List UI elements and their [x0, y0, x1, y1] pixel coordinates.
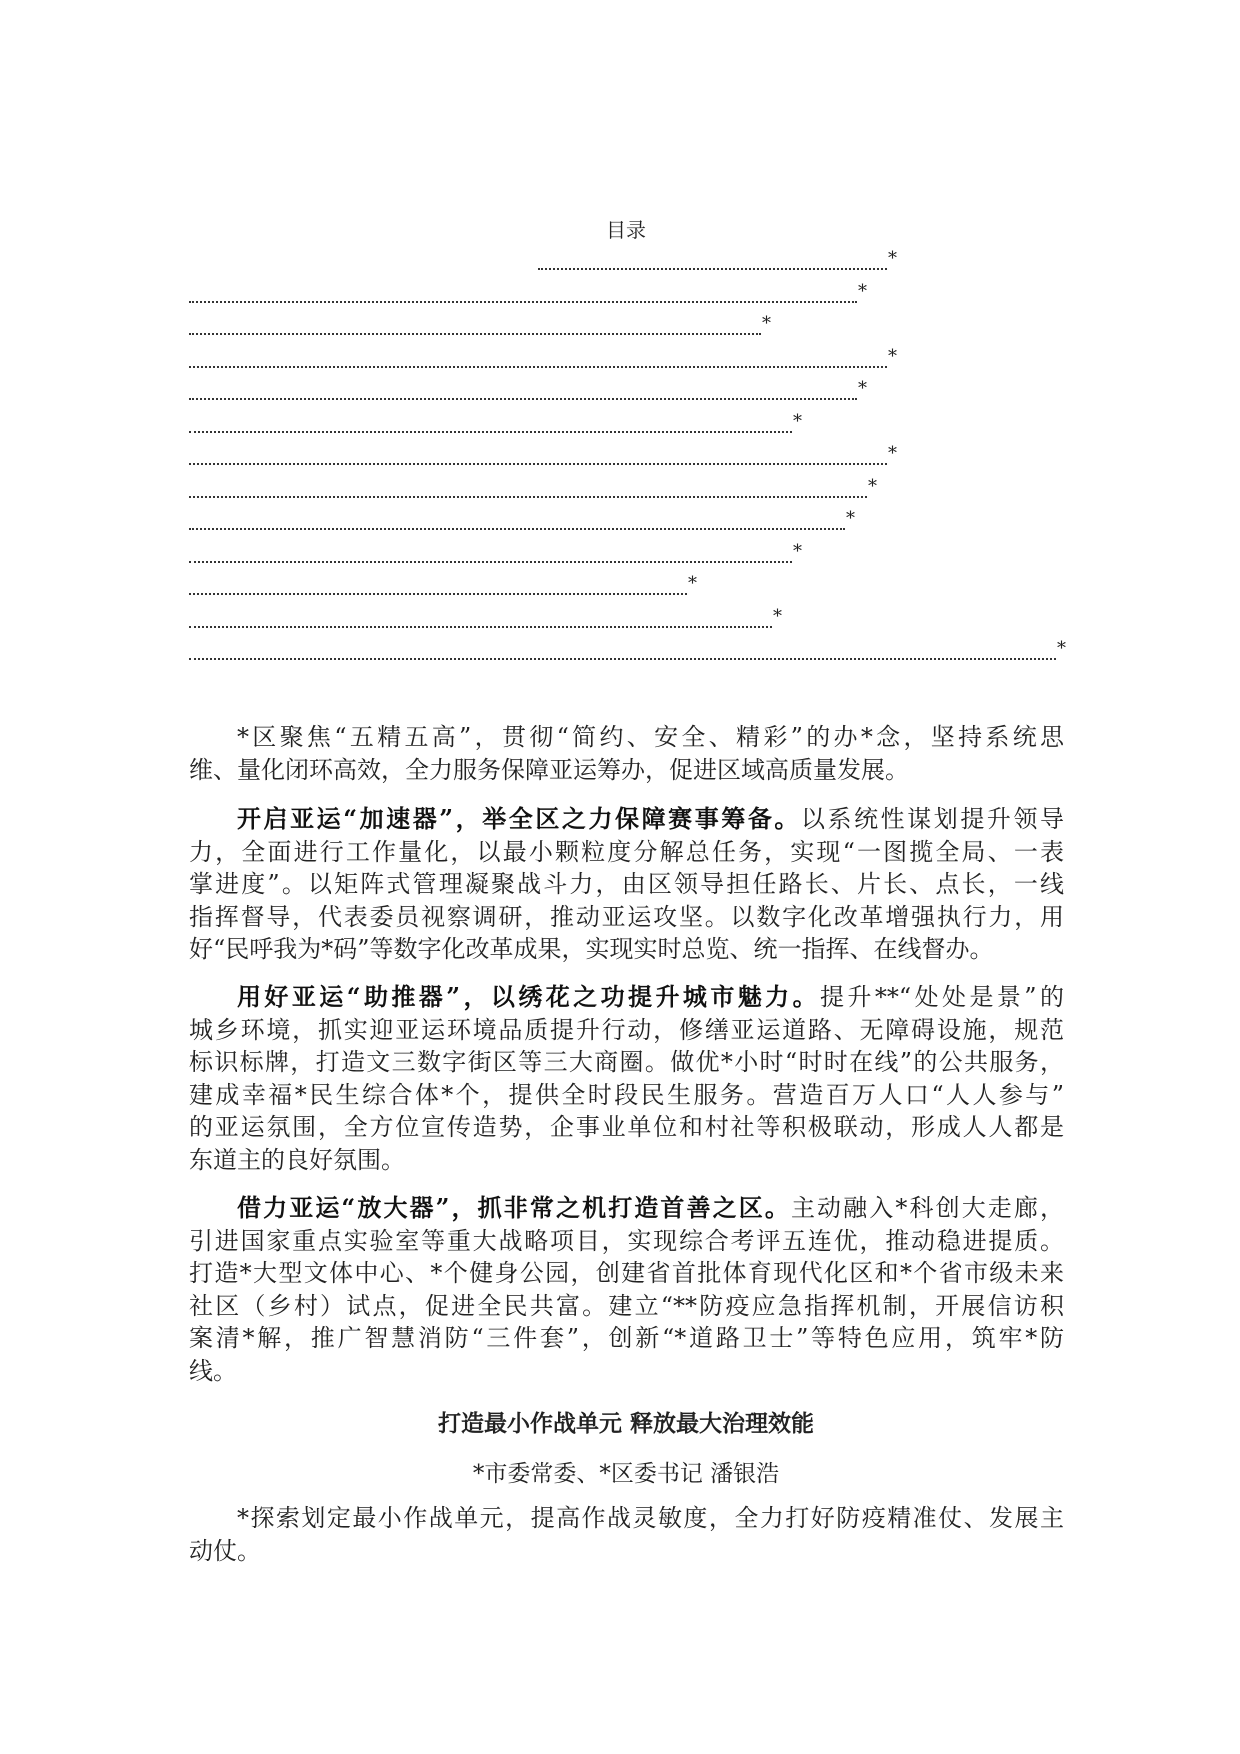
toc-page-number: *: [888, 345, 897, 367]
paragraph-text: *区聚焦“五精五高”，贯彻“简约、安全、精彩”的办*念，坚持系统思: [237, 723, 1064, 751]
paragraph-text: 打造*大型文体中心、*个健身公园，创建省首批体育现代化区和*个省市级未来: [189, 1259, 1064, 1287]
toc-dot-leader: [189, 398, 857, 400]
paragraph: [189, 1192, 1064, 1387]
paragraph-text: 好“民呼我为*码”等数字化改革成果，实现实时总览、统一指挥、在线督办。: [189, 935, 994, 963]
toc-entry[interactable]: [189, 508, 855, 534]
toc-entry[interactable]: [189, 280, 867, 307]
toc-page-number: *: [858, 280, 867, 302]
toc-entry[interactable]: [189, 345, 897, 372]
paragraph-line: [189, 1046, 1064, 1079]
paragraph-text: 线。: [189, 1356, 237, 1385]
paragraph: [189, 981, 1064, 1176]
paragraph-line: [189, 1355, 1064, 1388]
toc-entry[interactable]: [189, 313, 771, 339]
paragraph-line: [189, 1111, 1064, 1144]
paragraph-text: 东道主的良好氛围。: [189, 1145, 405, 1174]
paragraph: [189, 721, 1064, 786]
paragraph-line: [189, 868, 1064, 901]
paragraph-line: [189, 1192, 1064, 1225]
paragraph-line: [189, 1225, 1064, 1258]
paragraph-line: [189, 1079, 1064, 1112]
toc-title: 目录: [606, 218, 646, 242]
paragraph-line: [189, 981, 1064, 1014]
paragraph-bold-lead: 用好亚运“助推器”，以绣花之功提升城市魅力。: [237, 982, 821, 1011]
paragraph-text: 动仗。: [189, 1536, 261, 1565]
toc-entry[interactable]: [189, 410, 802, 437]
paragraph-text: 建成幸福*民生综合体*个，提供全时段民生服务。营造百万人口“人人参与”: [189, 1080, 1064, 1109]
toc-dot-leader: [538, 268, 887, 270]
paragraph-text: 城乡环境，抓实迎亚运环境品质提升行动，修缮亚运道路、无障碍设施，规范: [189, 1015, 1064, 1044]
toc-entry[interactable]: [189, 605, 782, 632]
toc-entry[interactable]: [189, 443, 897, 469]
toc-entry[interactable]: [189, 540, 802, 567]
paragraph-bold-lead: 借力亚运“放大器”，抓非常之机打造首善之区。: [237, 1193, 791, 1222]
toc-dot-leader: [189, 561, 792, 563]
paragraph-line: [189, 1322, 1064, 1355]
toc-dot-leader: [189, 333, 761, 335]
toc-dot-leader: [189, 463, 887, 465]
article-heading: 打造最小作战单元 释放最大治理效能: [437, 1410, 814, 1437]
paragraph-line: [189, 721, 1064, 754]
toc-entry[interactable]: [189, 638, 1066, 664]
toc-page-number: *: [888, 248, 897, 269]
paragraph-text: 标识标牌，打造文三数字街区等三大商圈。做优*小时“时时在线”的公共服务，: [189, 1048, 1064, 1076]
toc-dot-leader: [189, 431, 792, 433]
paragraph-text: 指挥督导，代表委员视察调研，推动亚运攻坚。以数字化改革增强执行力，用: [189, 902, 1064, 931]
toc-dot-leader: [189, 528, 845, 530]
paragraph-text: 维、量化闭环高效，全力服务保障亚运筹办，促进区域高质量发展。: [189, 755, 909, 784]
paragraph-line: [189, 1535, 1064, 1568]
paragraph-line: [189, 1014, 1064, 1047]
paragraph-text: 引进国家重点实验室等重大战略项目，实现综合考评五连优，推动稳进提质。: [189, 1226, 1064, 1255]
paragraph-line: [189, 933, 1064, 966]
toc-dot-leader: [189, 496, 867, 498]
toc-entry[interactable]: [189, 378, 867, 404]
toc-dot-leader: [189, 366, 887, 368]
paragraph-text: 主动融入*科创大走廊，: [790, 1194, 1065, 1222]
paragraph-line: [189, 836, 1064, 869]
paragraph-line: [189, 1502, 1064, 1535]
toc-dot-leader: [189, 593, 687, 595]
paragraph: [189, 803, 1064, 966]
paragraph-text: 力，全面进行工作量化，以最小颗粒度分解总任务，实现“一图揽全局、一表: [189, 837, 1064, 866]
toc-entry[interactable]: [538, 248, 897, 274]
toc-page-number: *: [1057, 638, 1066, 659]
toc-dot-leader: [189, 658, 1056, 660]
paragraph: [189, 1502, 1064, 1567]
toc-page-number: *: [888, 443, 897, 464]
toc-page-number: *: [858, 378, 867, 399]
article-author: *市委常委、*区委书记 潘银浩: [472, 1461, 780, 1487]
paragraph-text: 掌进度”。以矩阵式管理凝聚战斗力，由区领导担任路长、片长、点长，一线: [189, 870, 1064, 898]
paragraph-line: [189, 754, 1064, 787]
paragraph-bold-lead: 开启亚运“加速器”，举全区之力保障赛事筹备。: [237, 804, 801, 833]
toc-page-number: *: [773, 605, 782, 627]
toc-page-number: *: [762, 313, 771, 334]
paragraph-line: [189, 1290, 1064, 1323]
paragraph-line: [189, 901, 1064, 934]
toc-entry[interactable]: [189, 475, 877, 502]
toc-dot-leader: [189, 301, 857, 303]
toc-page-number: *: [868, 475, 877, 497]
paragraph-text: 以系统性谋划提升领导: [800, 805, 1065, 833]
paragraph-text: 的亚运氛围，全方位宣传造势，企事业单位和村社等积极联动，形成人人都是: [189, 1113, 1064, 1141]
paragraph-text: 提升**“处处是景”的: [820, 983, 1064, 1011]
paragraph-line: [189, 1257, 1064, 1290]
paragraph-text: 案清*解，推广智慧消防“三件套”，创新“*道路卫士”等特色应用，筑牢*防: [189, 1324, 1064, 1352]
paragraph-line: [189, 803, 1064, 836]
toc-page-number: *: [688, 573, 697, 594]
paragraph-line: [189, 1144, 1064, 1177]
toc-page-number: *: [846, 508, 855, 529]
toc-entry[interactable]: [189, 573, 697, 599]
paragraph-text: 社区（乡村）试点，促进全民共富。建立“**防疫应急指挥机制，开展信访积: [189, 1291, 1064, 1320]
paragraph-text: *探索划定最小作战单元，提高作战灵敏度，全力打好防疫精准仗、发展主: [237, 1504, 1064, 1532]
toc-page-number: *: [793, 540, 802, 562]
toc-page-number: *: [793, 410, 802, 432]
toc-dot-leader: [189, 626, 772, 628]
